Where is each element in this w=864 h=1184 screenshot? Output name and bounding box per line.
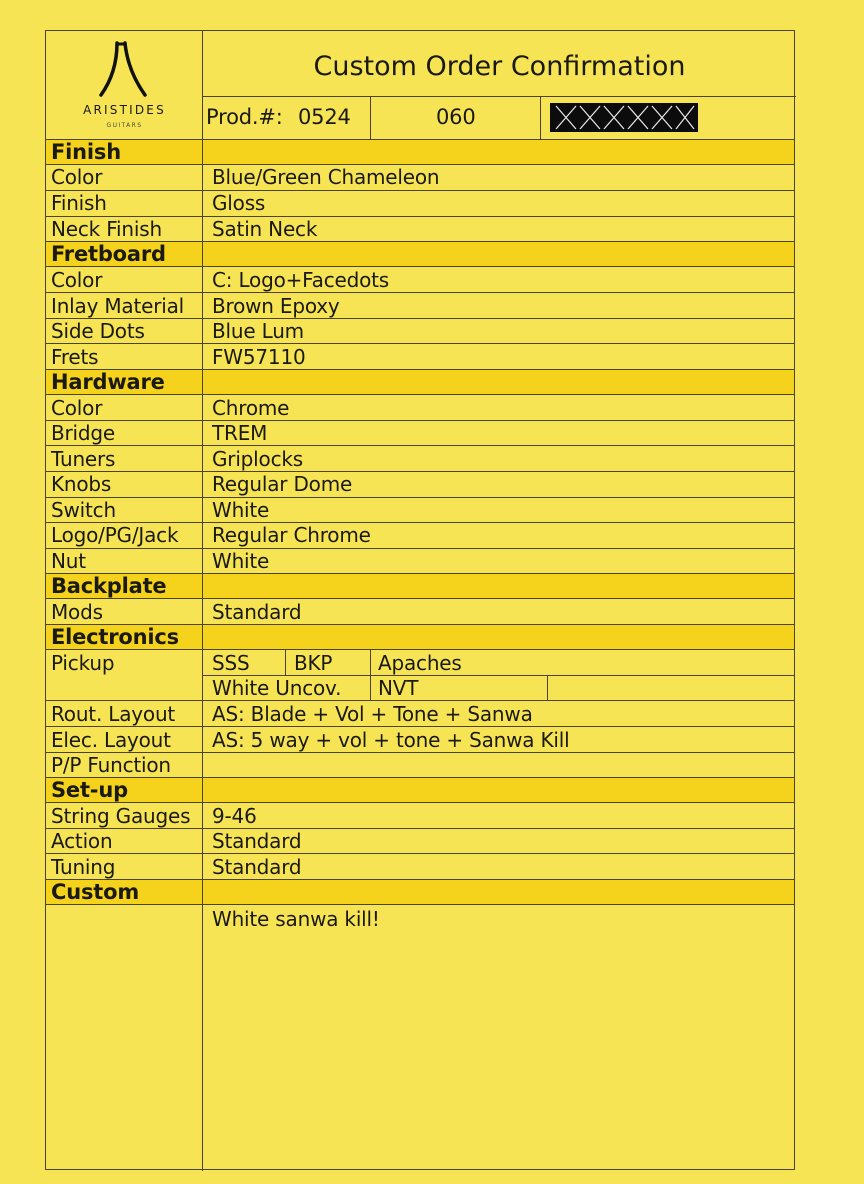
row-rule: [46, 190, 794, 191]
brand-subtitle: GUITARS: [106, 122, 143, 129]
value-tuners: Griplocks: [212, 447, 303, 471]
pickup-cell-divider: [285, 650, 286, 676]
row-rule: [46, 548, 794, 549]
row-rule: [46, 904, 794, 905]
value-string-gauges: 9-46: [212, 804, 257, 828]
header-divider: [203, 96, 796, 97]
section-setup: Set-up: [51, 778, 128, 802]
value-rout-layout: AS: Blade + Vol + Tone + Sanwa: [212, 702, 533, 726]
custom-note: White sanwa kill!: [212, 907, 380, 931]
label-switch: Switch: [51, 498, 116, 522]
section-electronics: Electronics: [51, 625, 179, 649]
section-band-setup: [46, 778, 794, 802]
value-tuning: Standard: [212, 855, 302, 879]
label-side-dots: Side Dots: [51, 319, 145, 343]
label-action: Action: [51, 829, 113, 853]
value-side-dots: Blue Lum: [212, 319, 304, 343]
value-frets: FW57110: [212, 345, 306, 369]
value-pickup-brand: BKP: [294, 651, 333, 675]
label-bridge: Bridge: [51, 421, 115, 445]
value-elec-layout: AS: 5 way + vol + tone + Sanwa Kill: [212, 728, 570, 752]
label-fretboard-color: Color: [51, 268, 103, 292]
section-band-finish: [46, 140, 794, 164]
label-mods: Mods: [51, 600, 103, 624]
header-cell-divider: [540, 96, 541, 140]
value-fretboard-color: C: Logo+Facedots: [212, 268, 389, 292]
label-elec-layout: Elec. Layout: [51, 728, 171, 752]
prod-label: Prod.#:: [206, 105, 283, 129]
pickup-cell-divider: [547, 675, 548, 701]
section-custom: Custom: [51, 880, 140, 904]
label-string-gauges: String Gauges: [51, 804, 191, 828]
value-pickup-model: Apaches: [378, 651, 462, 675]
label-pp-function: P/P Function: [51, 753, 171, 777]
order-card: [45, 30, 795, 1170]
row-rule: [46, 853, 794, 854]
value-finish-color: Blue/Green Chameleon: [212, 165, 440, 189]
row-rule: [46, 879, 794, 880]
row-rule: [46, 497, 794, 498]
model-code: 060: [436, 105, 476, 129]
label-tuners: Tuners: [51, 447, 116, 471]
brand-logo: [46, 31, 203, 140]
aristides-logo-icon: [99, 41, 147, 99]
label-pickup: Pickup: [51, 651, 115, 675]
prod-number: 0524: [298, 105, 351, 129]
label-frets: Frets: [51, 345, 99, 369]
section-finish: Finish: [51, 140, 121, 164]
label-logo-pg-jack: Logo/PG/Jack: [51, 523, 179, 547]
label-nut: Nut: [51, 549, 86, 573]
value-pickup-cover: White Uncov.: [212, 676, 342, 700]
row-rule: [46, 420, 794, 421]
brand-name: ARISTIDES: [83, 103, 166, 117]
label-hardware-color: Color: [51, 396, 103, 420]
section-hardware: Hardware: [51, 370, 165, 394]
value-finish: Gloss: [212, 191, 266, 215]
value-inlay-material: Brown Epoxy: [212, 294, 340, 318]
header-cell-divider: [370, 96, 371, 140]
value-switch: White: [212, 498, 270, 522]
value-neck-finish: Satin Neck: [212, 217, 318, 241]
label-tuning: Tuning: [51, 855, 116, 879]
column-divider: [202, 31, 203, 1171]
label-finish-color: Color: [51, 165, 103, 189]
label-finish: Finish: [51, 191, 107, 215]
row-rule: [46, 445, 794, 446]
value-logo-pg-jack: Regular Chrome: [212, 523, 371, 547]
section-backplate: Backplate: [51, 574, 167, 598]
value-hardware-color: Chrome: [212, 396, 290, 420]
value-knobs: Regular Dome: [212, 472, 353, 496]
pickup-cell-divider: [370, 650, 371, 701]
value-bridge: TREM: [212, 421, 268, 445]
value-pickup-option: NVT: [378, 676, 419, 700]
page-title: Custom Order Confirmation: [313, 51, 686, 82]
redacted-serial: [550, 103, 698, 132]
value-action: Standard: [212, 829, 302, 853]
value-nut: White: [212, 549, 270, 573]
label-neck-finish: Neck Finish: [51, 217, 162, 241]
label-rout-layout: Rout. Layout: [51, 702, 176, 726]
value-mods: Standard: [212, 600, 302, 624]
label-knobs: Knobs: [51, 472, 112, 496]
row-rule: [46, 343, 794, 344]
section-fretboard: Fretboard: [51, 242, 166, 266]
value-pickup-config: SSS: [212, 651, 250, 675]
label-inlay-material: Inlay Material: [51, 294, 185, 318]
section-band-custom: [46, 880, 794, 904]
row-rule: [46, 471, 794, 472]
